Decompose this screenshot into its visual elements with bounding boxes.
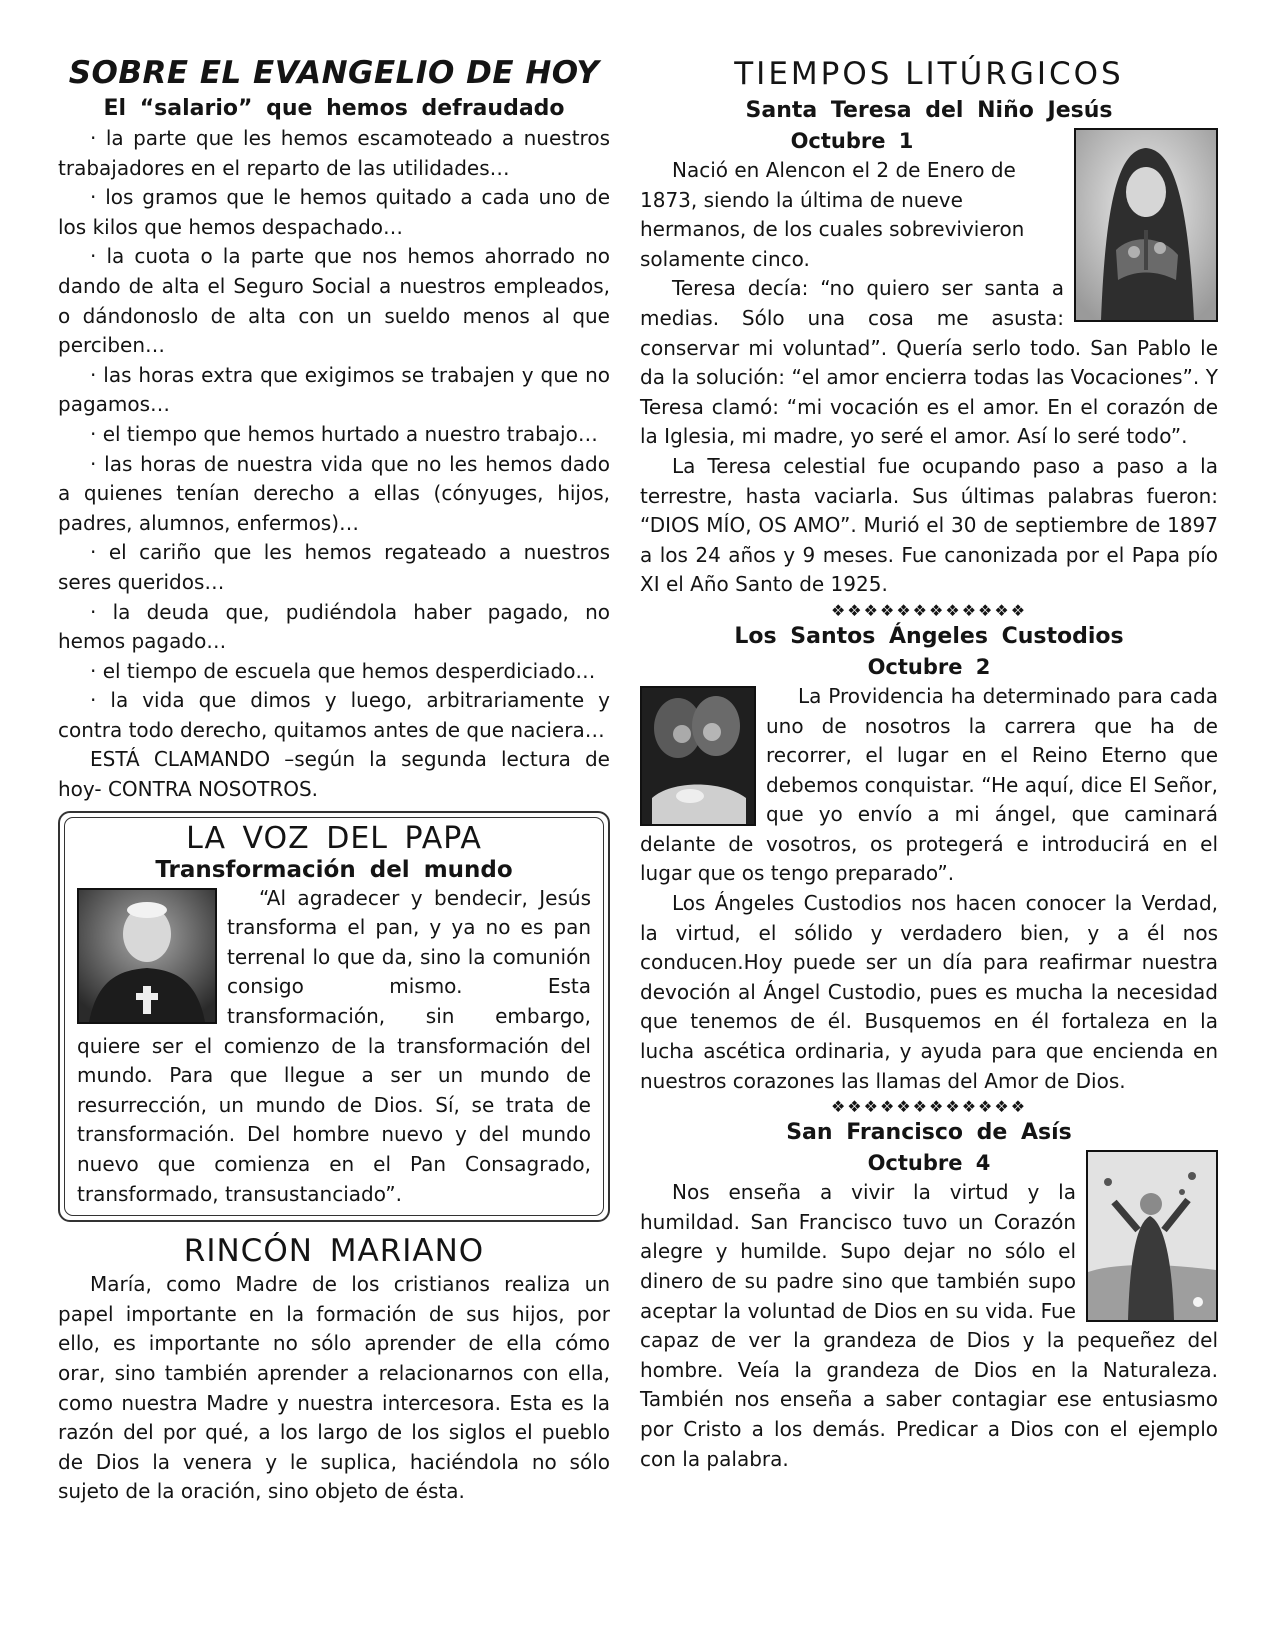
gospel-item: · la vida que dimos y luego, arbitrariamente y contra todo derecho, quitamos antes de que naciera… bbox=[58, 688, 610, 742]
gospel-item: · el tiempo que hemos hurtado a nuestro trabajo… bbox=[90, 421, 598, 446]
gospel-item: · el cariño que les hemos regateado a nuestros seres queridos… bbox=[58, 540, 610, 594]
gospel-item: · el tiempo de escuela que hemos desperdiciado… bbox=[90, 658, 596, 683]
papa-subtitle: Transformación del mundo bbox=[155, 856, 513, 883]
teresa-photo bbox=[1074, 128, 1218, 322]
francisco-name: San Francisco de Asís bbox=[786, 1120, 1072, 1146]
teresa-p3: La Teresa celestial fue ocupando paso a paso a la terrestre, hasta vaciarla. Sus últimas palabras fueron: “DIOS MÍO, OS AMO”. Murió el 30 de septiembre de 1897 a los 24 años y 9 meses. Fue canonizada por el Papa pío XI el Año Santo de 1925. bbox=[640, 453, 1218, 597]
papa-box bbox=[58, 811, 610, 1223]
angels-photo bbox=[640, 686, 756, 826]
left-column bbox=[58, 52, 610, 1507]
separator-ornament: ❖❖❖❖❖❖❖❖❖❖❖❖ bbox=[830, 600, 1028, 620]
liturgia-title: TIEMPOS LITÚRGICOS bbox=[734, 56, 1124, 92]
papa-text: “Al agradecer y bendecir, Jesús transforma el pan, y ya no es pan terrenal lo que da, sino la comunión consigo mismo. Esta transformación, sin embargo, quiere ser el comienzo de la transformación del mundo. Para que llegue a ser un mundo de resurrección, un mundo de Dios. Sí, se trata de transformación. Del hombre nuevo y del mundo nuevo que comienza en el Pan Consagrado, transformado, transustanciado”. bbox=[77, 885, 591, 1206]
mariano-text: María, como Madre de los cristianos realiza un papel importante en la formación de sus hijos, por ello, es importante no sólo aprender de ella cómo orar, sino también aprender a relacionarnos con ella, como nuestra Madre y nuestra intercesora. Esta es la razón del por qué, a los largo de los siglos el pueblo de Dios la venera y le suplica, haciéndola no sólo sujeto de la oración, sino objeto de ésta. bbox=[58, 1272, 610, 1504]
francisco-p1: Nos enseña a vivir la virtud y la humildad. San Francisco tuvo un Corazón alegre y humilde. Supo dejar no sólo el dinero de su padre sino que también supo aceptar la voluntad de Dios en su vida. Fue capaz de ver la grandeza de Dios y la pequeñez del hombre. Veía la grandeza de Dios en la Naturaleza. También nos enseña a saber contagiar ese entusiasmo por Cristo a los demás. Predicar a Dios con el ejemplo con la palabra. bbox=[640, 1180, 1218, 1471]
gospel-item: · las horas extra que exigimos se trabajen y que no pagamos… bbox=[58, 362, 610, 417]
papa-title: LA VOZ DEL PAPA bbox=[186, 820, 482, 856]
angeles-date: Octubre 2 bbox=[867, 654, 991, 679]
gospel-title: SOBRE EL EVANGELIO DE HOY bbox=[68, 55, 600, 91]
gospel-item: · la parte que les hemos escamoteado a nuestros trabajadores en el reparto de las utilidades… bbox=[58, 126, 610, 180]
gospel-item: · la deuda que, pudiéndola haber pagado, no hemos pagado… bbox=[58, 599, 610, 654]
gospel-item: · las horas de nuestra vida que no les hemos dado a quienes tenían derecho a ellas (cónyuges, hijos, padres, alumnos, enfermos)… bbox=[58, 451, 610, 535]
pope-photo bbox=[77, 888, 217, 1024]
teresa-p1: Nació en Alencon el 2 de Enero de 1873, siendo la última de nueve hermanos, de los cuales sobrevivieron solamente cinco. bbox=[640, 158, 1025, 271]
gospel-item: · la cuota o la parte que nos hemos ahorrado no dando de alta el Seguro Social a nuestros empleados, o dándonoslo de alta con un sueldo menos al que perciben… bbox=[58, 244, 610, 358]
gospel-subtitle: El “salario” que hemos defraudado bbox=[103, 96, 565, 121]
francisco-photo bbox=[1086, 1150, 1218, 1322]
teresa-date: Octubre 1 bbox=[790, 129, 914, 153]
gospel-closing: ESTÁ CLAMANDO –según la segunda lectura de hoy- CONTRA NOSOTROS. bbox=[58, 747, 610, 802]
teresa-p2: Teresa decía: “no quiero ser santa a medias. Sólo una cosa me asusta: conservar mi voluntad”. Quería serlo todo. San Pablo le da la solución: “el amor encierra todas las Vocaciones”. Y Teresa clamó: “mi vocación es el amor. En el corazón de la Iglesia, mi madre, yo seré el amor. Así lo seré todo”. bbox=[640, 276, 1218, 449]
separator-ornament: ❖❖❖❖❖❖❖❖❖❖❖❖ bbox=[830, 1097, 1028, 1117]
angeles-p1: La Providencia ha determinado para cada uno de nosotros la carrera que ha de recorrer, el lugar en el Reino Eterno que debemos conquistar. “He aquí, dice El Señor, que yo envío a mi ángel, que caminará delante de vosotros, os protegerá e introducirá en el lugar que os tengo preparado”. bbox=[640, 683, 1218, 886]
right-column bbox=[640, 52, 1218, 1474]
teresa-name: Santa Teresa del Niño Jesús bbox=[745, 98, 1113, 123]
mariano-title: RINCÓN MARIANO bbox=[183, 1233, 485, 1270]
angeles-p2: Los Ángeles Custodios nos hacen conocer la Verdad, la virtud, el sólido y verdadero bien, y a él nos conducen.Hoy puede ser un día para reafirmar nuestra devoción al Ángel Custodio, pues es mucha la necesidad que tenemos de él. Busquemos en él fortaleza en la lucha ascética ordinaria, y ayuda para que encienda en nuestros corazones las llamas del Amor de Dios. bbox=[640, 891, 1218, 1093]
francisco-date: Octubre 4 bbox=[867, 1151, 991, 1176]
gospel-item: · los gramos que le hemos quitado a cada uno de los kilos que hemos despachado… bbox=[58, 185, 610, 239]
angeles-name: Los Santos Ángeles Custodios bbox=[734, 623, 1124, 649]
